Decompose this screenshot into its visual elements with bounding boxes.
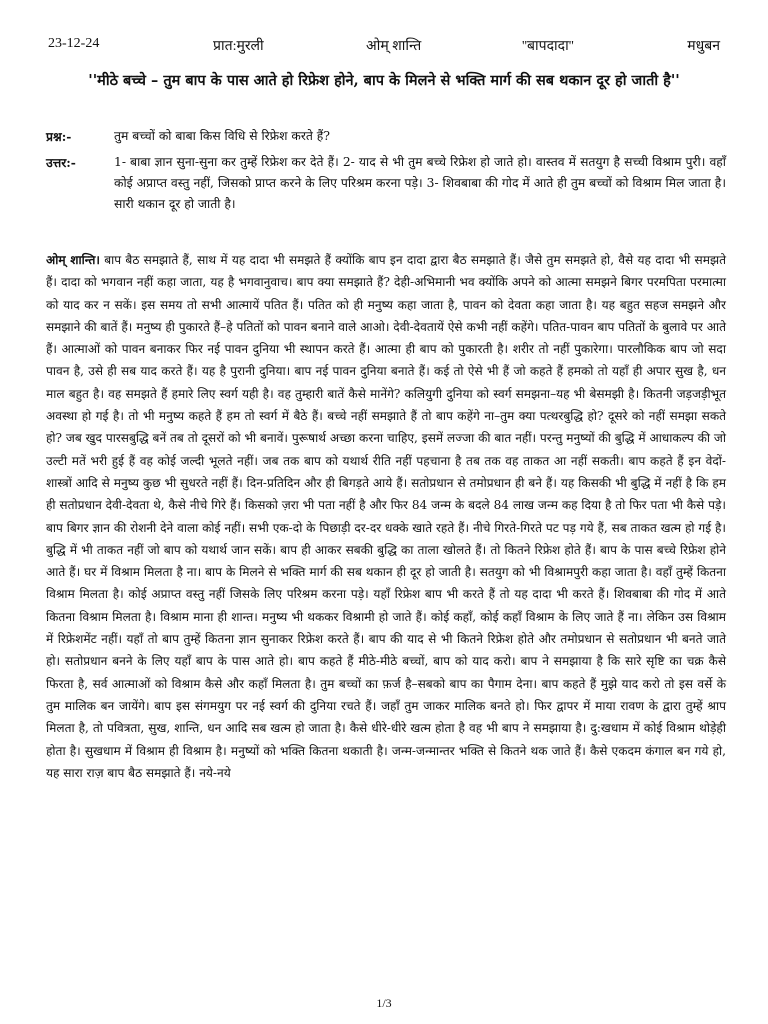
answer-block	[46, 152, 726, 242]
header-place: मधुबन	[687, 39, 720, 54]
body-text	[46, 249, 726, 784]
page-number: 1/3	[376, 996, 392, 1010]
question-label: प्रश्न:-	[46, 129, 72, 144]
header-date: 23-12-24	[48, 36, 100, 51]
question-block	[46, 126, 726, 147]
header-prat-murli: प्रात:मुरली	[213, 39, 264, 54]
header-om-shanti: ओम् शान्ति	[366, 39, 422, 54]
question-text: तुम बच्चों को बाबा किस विधि से रिफ्रेश करते हैं?	[114, 129, 330, 143]
answer-label: उत्तर:-	[46, 155, 76, 170]
answer-text: 1- बाबा ज्ञान सुना-सुना कर तुम्हें रिफ्रेश कर देते हैं। 2- याद से भी तुम बच्चे रिफ्रेश हो जाते हो। वास्तव में सतयुग है सच्ची विश्राम पुरी। वहाँ कोई अप्राप्त वस्तु नहीं, जिसको प्राप्त करने के लिए परिश्रम करना पड़े। 3- शिवबाबा की गोद में आते ही तुम बच्चों को विश्राम मिल जाता है। सारी थकान दूर हो जाती है।	[114, 155, 726, 211]
page-title: ''मीठे बच्चे – तुम बाप के पास आते हो रिफ्रेश होने, बाप के मिलने से भक्ति मार्ग की सब थकान दूर हो जाती है''	[88, 72, 680, 89]
page-header	[48, 36, 720, 58]
header-bapdada: ''बापदादा''	[522, 39, 574, 54]
body-paragraph: बाप बैठ समझाते हैं, साथ में यह दादा भी समझते हैं क्योंकि बाप इन दादा द्वारा बैठ समझाते हैं। जैसे तुम समझते हो, वैसे यह दादा भी समझते हैं। दादा को भगवान नहीं कहा जाता, यह है भगवानुवाच। बाप क्या समझाते हैं? देही-अभिमानी भव क्योंकि अपने को आत्मा समझने बिगर परमपिता परमात्मा को याद कर न सकें। इस समय तो सभी आत्मायें पतित हैं। पतित को ही मनुष्य कहा जाता है, पावन को देवता कहा जाता है। यह बहुत सहज समझने और समझाने की बातें हैं। मनुष्य ही पुकारते हैं–हे पतितों को पावन बनाने वाले आओ। देवी-देवतायें ऐसे कभी नहीं कहेंगे। पतित-पावन बाप पतितों के बुलावे पर आते हैं। आत्माओं को पावन बनाकर फिर नई पावन दुनिया भी स्थापन करते हैं। आत्मा ही बाप को पुकारती है। शरीर तो नहीं पुकारेगा। पारलौकिक बाप जो सदा पावन है, उसे ही सब याद करते हैं। यह है पुरानी दुनिया। बाप नई पावन दुनिया बनाते हैं। कई तो ऐसे भी हैं जो कहते हैं हमको तो यहाँ ही अपार सुख है, धन माल बहुत है। वह समझते हैं हमारे लिए स्वर्ग यही है। वह तुम्हारी बातें कैसे मानेंगे? कलियुगी दुनिया को स्वर्ग समझना–यह भी बेसमझी है। कितनी जड़जड़ीभूत अवस्था हो गई है। तो भी मनुष्य कहते हैं हम तो स्वर्ग में बैठे हैं। बच्चे नहीं समझाते हैं तो बाप कहेंगे ना–तुम क्या पत्थरबुद्धि हो? दूसरे को नहीं समझा सकते हो? जब खुद पारसबुद्धि बनें तब तो दूसरों को भी बनावें। पुरूषार्थ अच्छा करना चाहिए, इसमें लज्जा की बात नहीं। परन्तु मनुष्यों की बुद्धि में आधाकल्प की जो उल्टी मतें भरी हुई हैं वह कोई जल्दी भूलते नहीं। जब तक बाप को यथार्थ रीति नहीं पहचाना है तब तक वह ताकत आ नहीं सकती। बाप कहते हैं इन वेदों-शास्त्रों आदि से मनुष्य कुछ भी सुधरते नहीं हैं। दिन-प्रतिदिन और ही बिगड़ते आये हैं। सतोप्रधान से तमोप्रधान ही बने हैं। यह किसकी भी बुद्धि में नहीं है कि हम ही सतोप्रधान देवी-देवता थे, कैसे नीचे गिरे हैं। किसको ज़रा भी पता नहीं है और फिर 84 जन्म के बदले 84 लाख जन्म कह दिया है तो फिर पता भी कैसे पड़े। बाप बिगर ज्ञान की रोशनी देने वाला कोई नहीं। सभी एक-दो के पिछाड़ी दर-दर धक्के खाते रहते हैं। नीचे गिरते-गिरते पट पड़ गये हैं, सब ताकत खत्म हो गई है। बुद्धि में भी ताकत नहीं जो बाप को यथार्थ जान सकें। बाप ही आकर सबकी बुद्धि का ताला खोलते हैं। तो कितने रिफ्रेश होते हैं। बाप के पास बच्चे रिफ्रेश होने आते हैं। घर में विश्राम मिलता है ना। बाप के मिलने से भक्ति मार्ग की सब थकान ही दूर हो जाती है। सतयुग को भी विश्रामपुरी कहा जाता है। वहाँ तुम्हें कितना विश्राम मिलता है। कोई अप्राप्त वस्तु नहीं जिसके लिए परिश्रम करना पड़े। यहाँ रिफ्रेश बाप भी करते हैं तो यह दादा भी करते हैं। शिवबाबा की गोद में आते कितना विश्राम मिलता है। विश्राम माना ही शान्त। मनुष्य भी थककर विश्रामी हो जाते हैं। कोई कहाँ, कोई कहाँ विश्राम के लिए जाते हैं ना। लेकिन उस विश्राम में रिफ्रेशमेंट नहीं। यहाँ तो बाप तुम्हें कितना ज्ञान सुनाकर रिफ्रेश करते हैं। बाप की याद से भी कितने रिफ्रेश होते और तमोप्रधान से सतोप्रधान भी बनते जाते हो। सतोप्रधान बनने के लिए यहाँ बाप के पास आते हो। बाप कहते हैं मीठे-मीठे बच्चों, बाप को याद करो। बाप ने समझाया है कि सारे सृष्टि का चक्र कैसे फिरता है, सर्व आत्माओं को विश्राम कैसे और कहाँ मिलता है। तुम बच्चों का फ़र्ज है–सबको बाप का पैगाम देना। बाप कहते हैं मुझे याद करो तो इस वर्से के तुम मालिक बन जायेंगे। बाप इस संगमयुग पर नई स्वर्ग की दुनिया रचते हैं। जहाँ तुम जाकर मालिक बनते हो। फिर द्वापर में माया रावण के द्वारा तुम्हें श्राप मिलता है, तो पवित्रता, सुख, शान्ति, धन आदि सब खत्म हो जाता है। कैसे धीरे-धीरे खत्म होता है वह भी बाप ने समझाया है। दु:खधाम में कोई विश्राम थोड़ेही होता है। सुखधाम में विश्राम ही विश्राम है। मनुष्यों को भक्ति कितना थकाती है। जन्म-जन्मान्तर भक्ति से कितने थक जाते हैं। कैसे एकदम कंगाल बन गये हो, यह सारा राज़ बाप बैठ समझाते हैं। नये-नये	[46, 253, 726, 780]
body-lead: ओम् शान्ति।	[46, 253, 100, 267]
